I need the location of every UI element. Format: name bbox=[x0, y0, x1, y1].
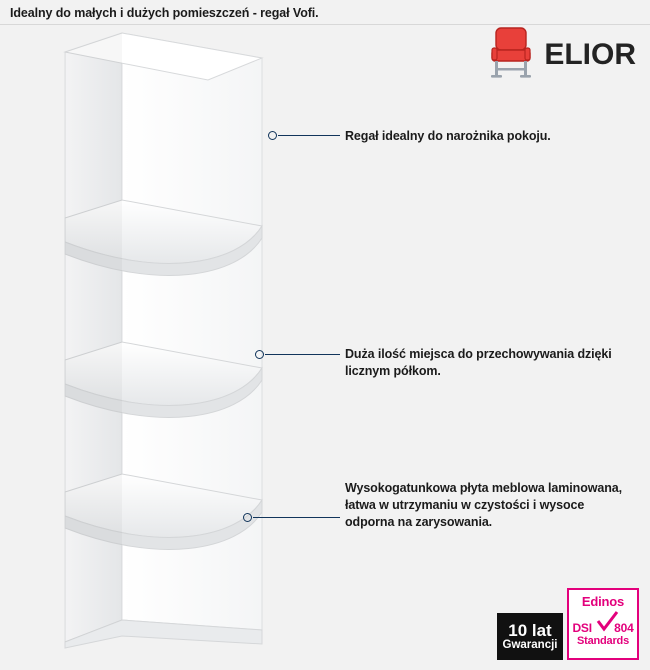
leader-line bbox=[253, 517, 340, 518]
callout-1-text: Regał idealny do narożnika pokoju. bbox=[345, 129, 551, 143]
brand-name: ELIOR bbox=[544, 37, 636, 71]
certificate-brand: Edinos bbox=[581, 594, 625, 609]
warranty-value: 10 lat bbox=[508, 620, 552, 640]
warranty-badge bbox=[497, 613, 563, 660]
warranty-label: Gwarancji bbox=[502, 639, 558, 652]
circle-marker-icon bbox=[268, 131, 277, 140]
leader-line bbox=[278, 135, 340, 136]
red-chair-icon bbox=[486, 24, 538, 85]
leader-line bbox=[265, 354, 340, 355]
brand-logo bbox=[486, 24, 636, 85]
certificate-standard-label: Standards bbox=[577, 635, 629, 647]
page-title: Idealny do małych i dużych pomieszczeń - regał Vofi. bbox=[10, 6, 319, 20]
circle-marker-icon bbox=[255, 350, 264, 359]
certificate-number: 804 bbox=[614, 621, 634, 635]
certificate-badge bbox=[567, 588, 639, 660]
circle-marker-icon bbox=[243, 513, 252, 522]
callout-3-text: Wysokogatunkowa płyta meblowa laminowana, łatwa w utrzymaniu w czystości i wysoce odporna na zarysowania. bbox=[345, 481, 622, 529]
checkmark-icon bbox=[595, 610, 619, 634]
callout-2-text: Duża ilość miejsca do przechowywania dzięki licznym półkom. bbox=[345, 347, 612, 378]
corner-bookshelf-image bbox=[62, 30, 302, 655]
product-photo bbox=[0, 25, 330, 670]
certificate-code: DSI bbox=[572, 621, 592, 635]
